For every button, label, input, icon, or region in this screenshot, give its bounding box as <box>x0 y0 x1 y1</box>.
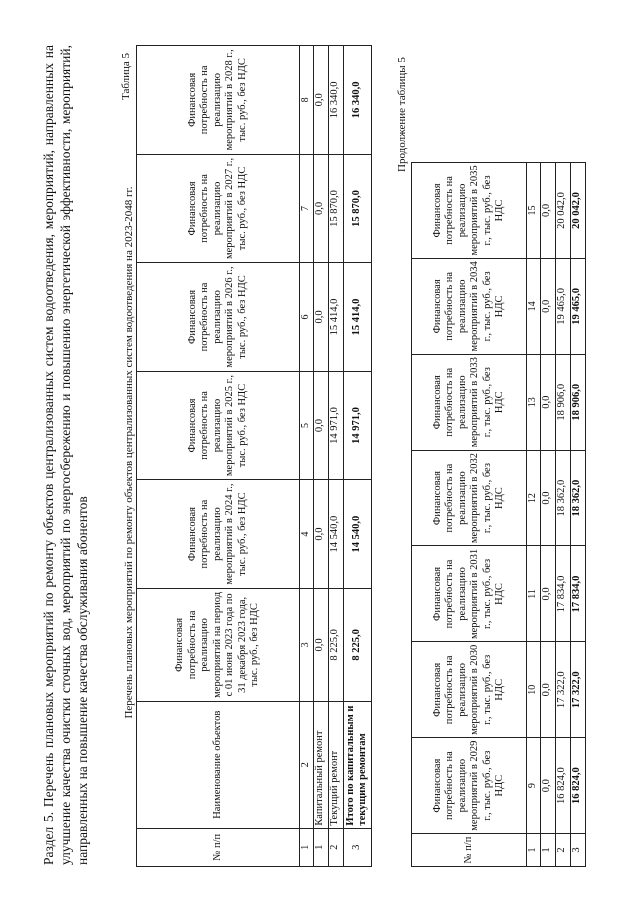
header-cell: Финансовая потребность на реализацию мероприятий в 2031 г., тыс. руб., без НДС <box>412 546 527 642</box>
index-cell: 5 <box>300 371 314 480</box>
table-cell: 1 <box>313 828 328 866</box>
table-cell: 8 225,0 <box>343 588 371 701</box>
index-cell: 1 <box>300 828 314 866</box>
table-cell: 18 362,0 <box>555 450 570 546</box>
table-cell: 16 824,0 <box>570 738 585 834</box>
table-cell: 16 340,0 <box>343 46 371 155</box>
header-cell: Финансовая потребность на реализацию мероприятий в 2027 г., тыс. руб., без НДС <box>137 154 300 263</box>
header-cell: Финансовая потребность на реализацию мероприятий на период с 01 июня 2023 года по 31 декабря 2023 года, тыс. руб., без НДС <box>137 588 300 701</box>
header-cell: № п/п <box>137 828 300 866</box>
table-cell: 15 414,0 <box>343 263 371 372</box>
table-cell: 3 <box>343 828 371 866</box>
header-cell: № п/п <box>412 834 527 867</box>
table-cell: 19 465,0 <box>570 258 585 354</box>
index-cell: 15 <box>527 163 541 259</box>
table-cell: 17 322,0 <box>570 642 585 738</box>
table-cell: 0,0 <box>313 480 328 589</box>
index-cell: 6 <box>300 263 314 372</box>
table-cell: Итого по капитальным и текущим ремонтам <box>343 701 371 828</box>
table-cell: 1 <box>540 834 555 867</box>
table-cell: 14 971,0 <box>328 371 343 480</box>
table-cell: 17 834,0 <box>570 546 585 642</box>
index-cell: 9 <box>527 738 541 834</box>
header-cell: Финансовая потребность на реализацию мероприятий в 2028 г., тыс. руб., без НДС <box>137 46 300 155</box>
continuation-label: Продолжение таблицы 5 <box>396 57 408 172</box>
table-cell: 15 870,0 <box>343 154 371 263</box>
index-cell: 1 <box>527 834 541 867</box>
table-cell: 0,0 <box>540 450 555 546</box>
table-cell: 20 042,0 <box>570 163 585 259</box>
financial-table-5 <box>136 45 372 867</box>
table-cell: 2 <box>555 834 570 867</box>
table-cell: Капитальный ремонт <box>313 701 328 828</box>
header-cell: Финансовая потребность на реализацию мероприятий в 2026 г., тыс. руб., без НДС <box>137 263 300 372</box>
table-cell: 3 <box>570 834 585 867</box>
header-cell: Наименование объектов <box>137 701 300 828</box>
table-cell: 15 870,0 <box>328 154 343 263</box>
header-cell: Финансовая потребность на реализацию мероприятий в 2033 г., тыс. руб., без НДС <box>412 354 527 450</box>
table-cell: 0,0 <box>540 642 555 738</box>
table-cell: 0,0 <box>313 588 328 701</box>
table-cell: 0,0 <box>540 354 555 450</box>
table-cell: 0,0 <box>313 263 328 372</box>
index-cell: 2 <box>300 701 314 828</box>
table-cell: 15 414,0 <box>328 263 343 372</box>
table-row <box>555 163 570 867</box>
index-cell: 14 <box>527 258 541 354</box>
table-cell: 18 906,0 <box>570 354 585 450</box>
table-total-row <box>570 163 585 867</box>
table-cell: 14 540,0 <box>343 480 371 589</box>
header-cell: Финансовая потребность на реализацию мероприятий в 2029 г., тыс. руб., без НДС <box>412 738 527 834</box>
table-title: Перечень плановых мероприятий по ремонту объектов централизованных систем водоотведения на 2023-2048 гг. <box>123 186 135 719</box>
table-cell: 0,0 <box>313 371 328 480</box>
header-cell: Финансовая потребность на реализацию мероприятий в 2030 г., тыс. руб., без НДС <box>412 642 527 738</box>
table-row <box>540 163 555 867</box>
index-cell: 10 <box>527 642 541 738</box>
table-cell: 19 465,0 <box>555 258 570 354</box>
table-row <box>328 46 343 867</box>
table-cell: 16 340,0 <box>328 46 343 155</box>
column-index-row <box>300 46 314 867</box>
table-label: Таблица 5 <box>120 52 132 100</box>
table-total-row <box>343 46 371 867</box>
table-cell: 0,0 <box>313 154 328 263</box>
table-cell: 20 042,0 <box>555 163 570 259</box>
table-cell: 8 225,0 <box>328 588 343 701</box>
table-cell: 17 834,0 <box>555 546 570 642</box>
section-heading: Раздел 5. Перечень плановых мероприятий по ремонту объектов централизованных систем водоотведения, мероприятий, направленных на улучшение качества очистки сточных вод, мероприятий по энергосбережению и повышению энергетической эффективности, мероприятий, направленных на повышение качества обслуживания абонентов <box>41 45 90 865</box>
table-cell: 16 824,0 <box>555 738 570 834</box>
table-cell: 14 971,0 <box>343 371 371 480</box>
header-cell: Финансовая потребность на реализацию мероприятий в 2034 г., тыс. руб., без НДС <box>412 258 527 354</box>
table-cell: 0,0 <box>540 738 555 834</box>
column-index-row <box>527 163 541 867</box>
table-cell: 0,0 <box>313 46 328 155</box>
index-cell: 4 <box>300 480 314 589</box>
table-header-row <box>137 46 300 867</box>
index-cell: 11 <box>527 546 541 642</box>
index-cell: 7 <box>300 154 314 263</box>
financial-table-5-continuation <box>411 162 586 867</box>
header-cell: Финансовая потребность на реализацию мероприятий в 2024 г., тыс. руб., без НДС <box>137 480 300 589</box>
table-cell: 18 362,0 <box>570 450 585 546</box>
table-cell: 0,0 <box>540 258 555 354</box>
table-cell: Текущий ремонт <box>328 701 343 828</box>
table-cell: 17 322,0 <box>555 642 570 738</box>
index-cell: 12 <box>527 450 541 546</box>
index-cell: 8 <box>300 46 314 155</box>
table-header-row <box>412 163 527 867</box>
table-cell: 18 906,0 <box>555 354 570 450</box>
table-cell: 2 <box>328 828 343 866</box>
header-cell: Финансовая потребность на реализацию мероприятий в 2025 г., тыс. руб., без НДС <box>137 371 300 480</box>
header-cell: Финансовая потребность на реализацию мероприятий в 2032 г., тыс. руб., без НДС <box>412 450 527 546</box>
table-cell: 0,0 <box>540 546 555 642</box>
index-cell: 3 <box>300 588 314 701</box>
header-cell: Финансовая потребность на реализацию мероприятий в 2035 г., тыс. руб., без НДС <box>412 163 527 259</box>
table-row <box>313 46 328 867</box>
table-cell: 0,0 <box>540 163 555 259</box>
index-cell: 13 <box>527 354 541 450</box>
table-cell: 14 540,0 <box>328 480 343 589</box>
